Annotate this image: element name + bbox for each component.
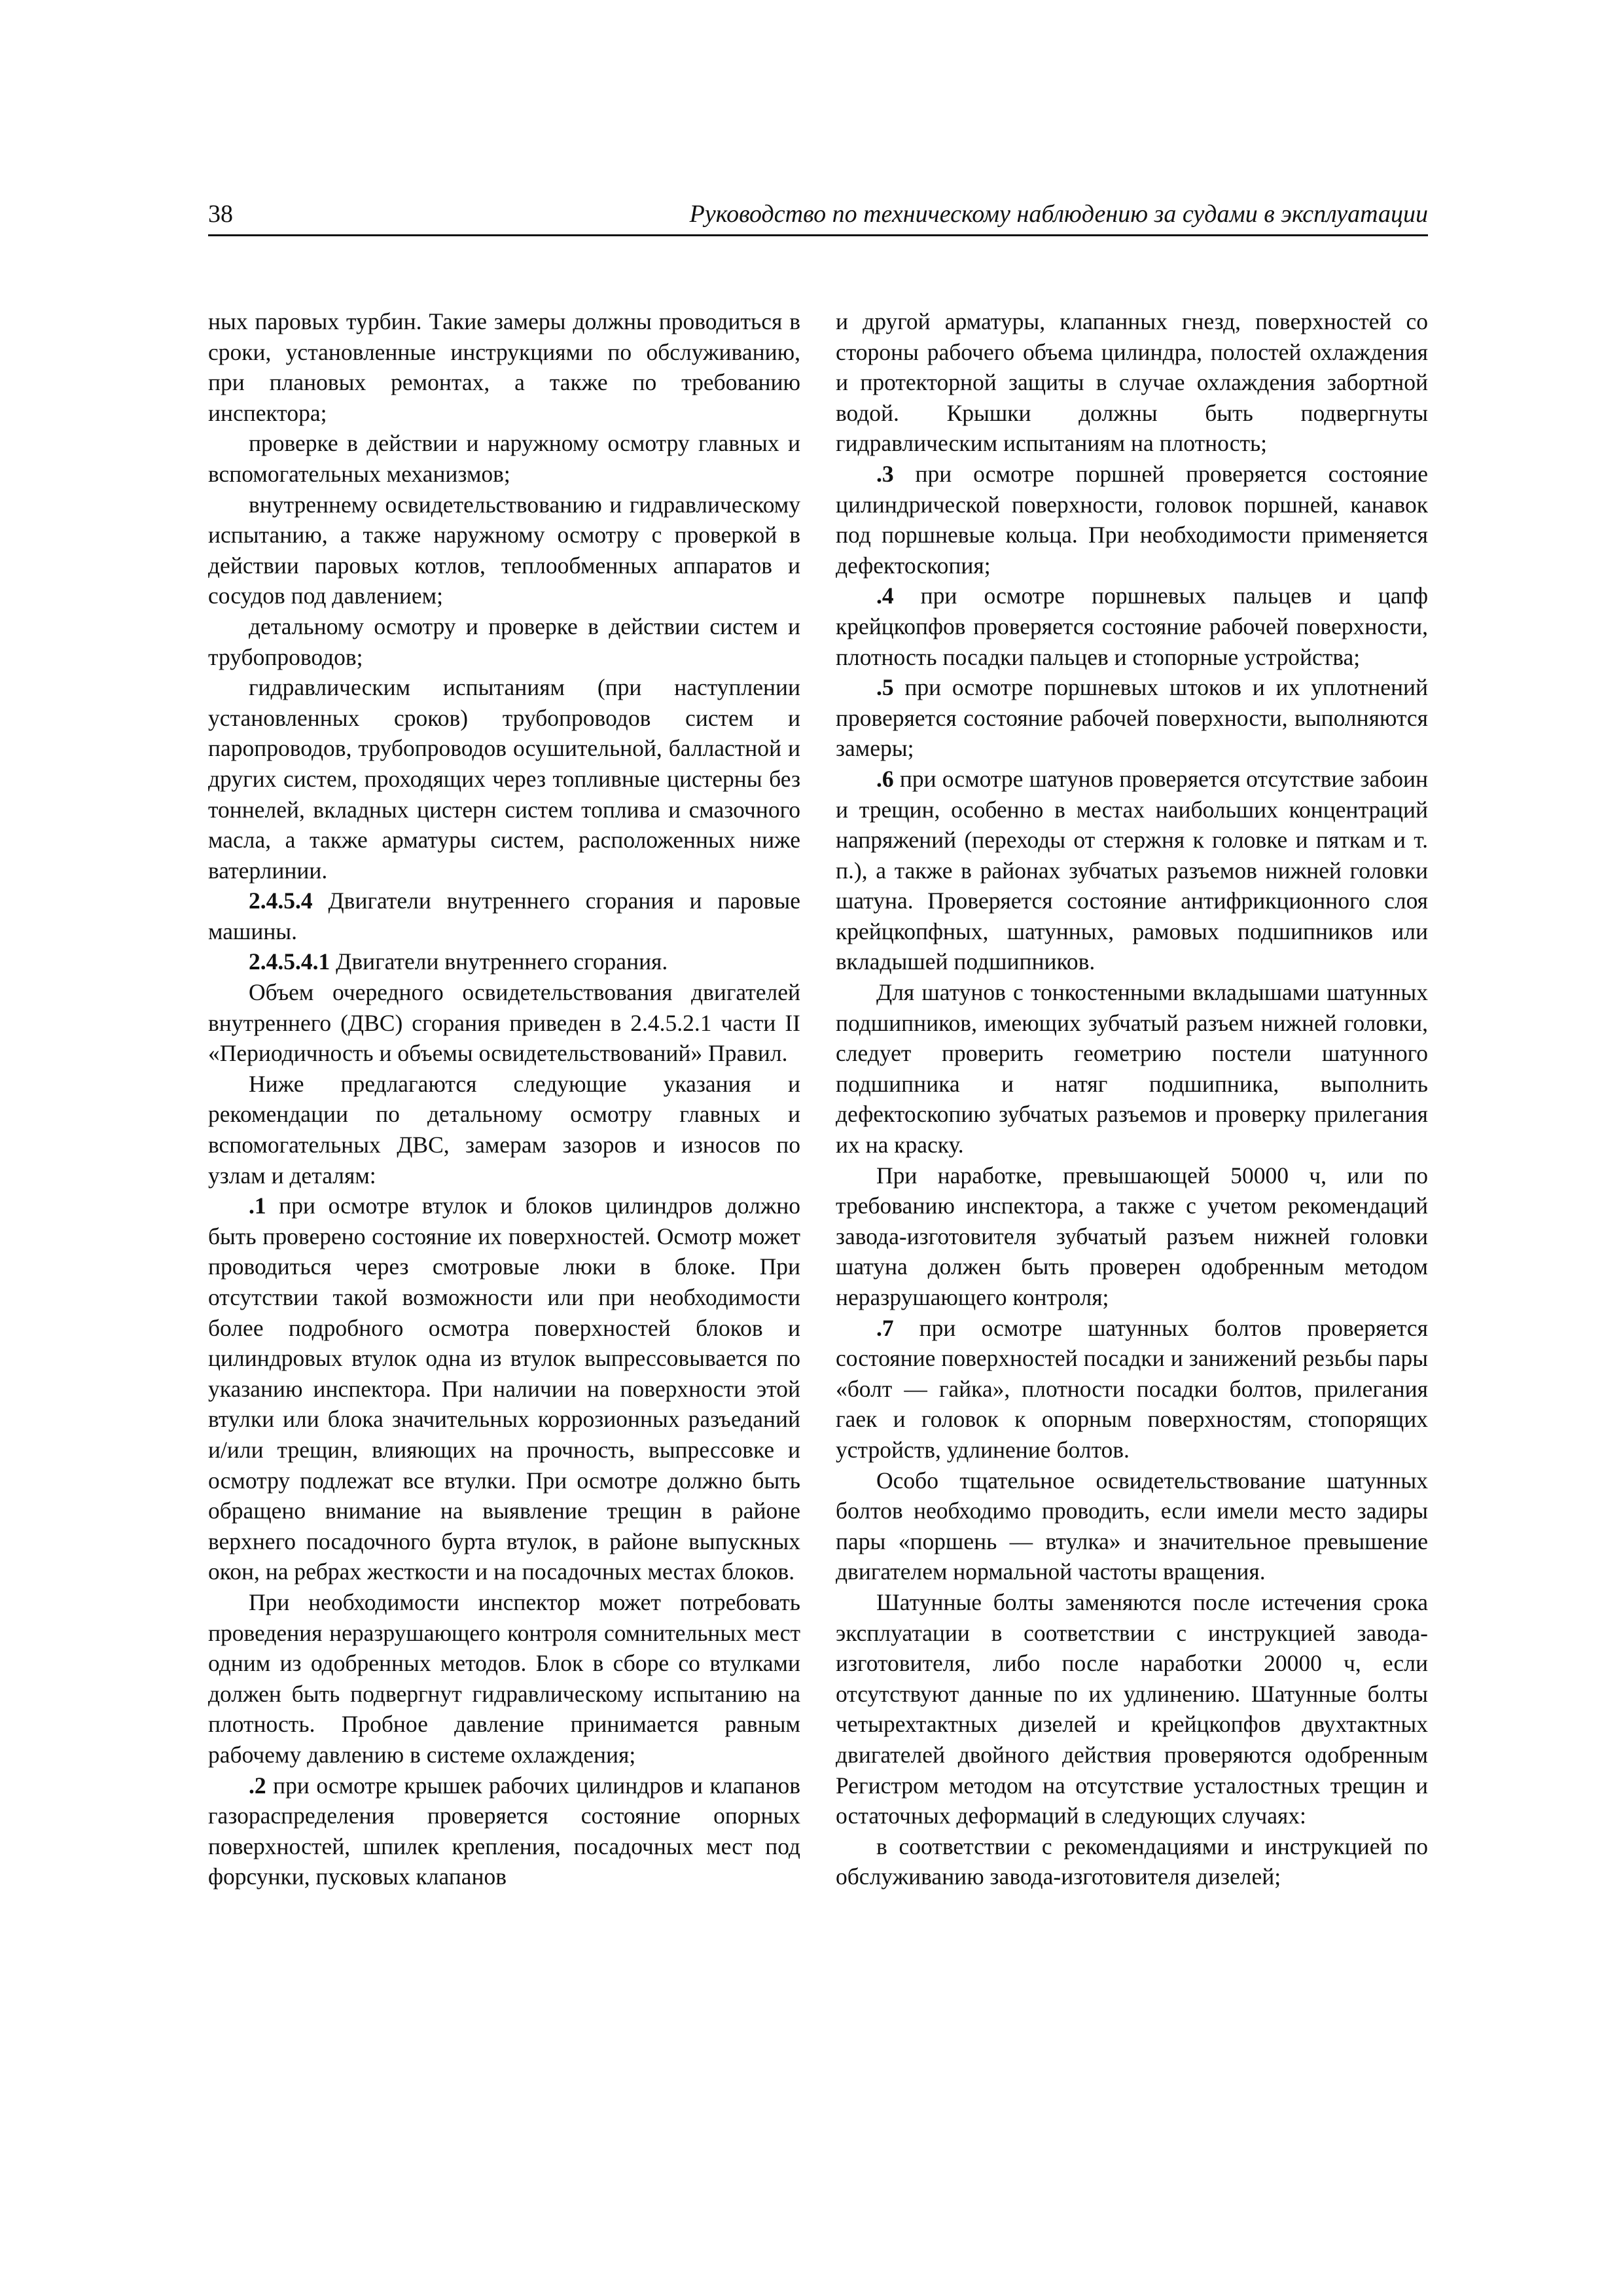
section-heading: 2.4.5.4 Двигатели внутреннего сгорания и паровые машины. [208, 888, 800, 944]
item-number: .6 [876, 765, 894, 792]
paragraph: При наработке, превышающей 50000 ч, или по требованию инспектора, а также с учетом рекомендаций завода-изготовителя зубчатый разъем нижней головки шатуна должен быть проверен одобренным методом неразрушающего контроля; [836, 1162, 1428, 1310]
page-number: 38 [208, 200, 233, 228]
paragraph: проверке в действии и наружному осмотру главных и вспомогательных механизмов; [208, 430, 800, 487]
section-number: 2.4.5.4.1 [249, 948, 330, 975]
paragraph: гидравлическим испытаниям (при наступлении установленных сроков) трубопроводов систем и паропроводов, трубопроводов осушительной, балластной и других систем, проходящих через топливные цистерны без тоннелей, вкладных цистерн систем топлива и смазочного масла, а также арматуры систем, расположенных ниже ватерлинии. [208, 674, 800, 884]
item-number: .3 [876, 460, 894, 487]
item-number: .5 [876, 674, 894, 701]
item-number: .2 [249, 1772, 266, 1799]
list-item: .4 при осмотре поршневых пальцев и цапф крейцкопфов проверяется состояние рабочей поверхности, плотность посадки пальцев и стопорные устройства; [836, 583, 1428, 670]
list-item: .5 при осмотре поршневых штоков и их уплотнений проверяется состояние рабочей поверхности, выполняются замеры; [836, 674, 1428, 762]
paragraph: Объем очередного освидетельствования двигателей внутреннего (ДВС) сгорания приведен в 2.4.5.2.1 части II «Периодичность и объемы освидетельствований» Правил. [208, 979, 800, 1067]
item-number: .7 [876, 1314, 894, 1341]
list-item: .1 при осмотре втулок и блоков цилиндров должно быть проверено состояние их поверхностей. Осмотр может проводиться через смотровые люки в блоке. При отсутствии такой возможности или при необходимости более подробного осмотра поверхностей блоков и цилиндровых втулок одна из втулок выпрессовывается по указанию инспектора. При наличии на поверхности этой втулки или блока значительных коррозионных разъеданий и/или трещин, влияющих на прочность, выпрессовке и осмотру подлежат все втулки. При осмотре должно быть обращено внимание на выявление трещин в районе верхнего посадочного бурта втулок, в районе выпускных окон, на ребрах жесткости и на посадочных местах блоков. [208, 1193, 800, 1585]
paragraph: ных паровых турбин. Такие замеры должны проводиться в сроки, установленные инструкциями по обслуживанию, при плановых ремонтах, а также по требованию инспектора; [208, 308, 800, 426]
list-item: .3 при осмотре поршней проверяется состояние цилиндрической поверхности, головок поршней, канавок под поршневые кольца. При необходимости применяется дефектоскопия; [836, 460, 1428, 579]
running-title: Руководство по техническому наблюдению за судами в эксплуатации [689, 200, 1428, 228]
paragraph: Ниже предлагаются следующие указания и рекомендации по детальному осмотру главных и вспомогательных ДВС, замерам зазоров и износов по узлам и деталям: [208, 1070, 800, 1189]
paragraph: При необходимости инспектор может потребовать проведения неразрушающего контроля сомнительных мест одним из одобренных методов. Блок в сборе со втулками должен быть подвергнут гидравлическому испытанию на плотность. Пробное давление принимается равным рабочему давлению в системе охлаждения; [208, 1588, 800, 1768]
section-number: 2.4.5.4 [249, 888, 313, 914]
list-item: .6 при осмотре шатунов проверяется отсутствие забоин и трещин, особенно в местах наибольших концентраций напряжений (переходы от стержня к головке и пяткам и т. п.), а также в районах зубчатых разъемов нижней головки шатуна. Проверяется состояние антифрикционного слоя крейцкопфных, шатунных, рамовых подшипников или вкладышей подшипников. [836, 765, 1428, 975]
item-number: .4 [876, 583, 894, 609]
paragraph: и другой арматуры, клапанных гнезд, поверхностей со стороны рабочего объема цилиндра, полостей охлаждения и протекторной защиты в случае охлаждения забортной водой. Крышки должны быть подвергнуты гидравлическим испытаниям на плотность; [836, 308, 1428, 457]
subsection-heading: 2.4.5.4.1 Двигатели внутреннего сгорания. [249, 948, 668, 975]
paragraph: Особо тщательное освидетельствование шатунных болтов необходимо проводить, если имели место задиры пары «поршень — втулка» и значительное превышение двигателем нормальной частоты вращения. [836, 1467, 1428, 1585]
item-number: .1 [249, 1193, 266, 1219]
list-item: .7 при осмотре шатунных болтов проверяется состояние поверхностей посадки и занижений резьбы пары «болт — гайка», плотности посадки болтов, прилегания гаек и головок к опорным поверхностям, стопорящих устройств, удлинение болтов. [836, 1314, 1428, 1463]
list-item: .2 при осмотре крышек рабочих цилиндров и клапанов газораспределения проверяется состояние опорных поверхностей, шпилек крепления, посадочных мест под форсунки, пусковых клапанов [208, 1772, 800, 1890]
paragraph: Для шатунов с тонкостенными вкладышами шатунных подшипников, имеющих зубчатый разъем нижней головки, следует проверить геометрию постели шатунного подшипника и натяг подшипника, выполнить дефектоскопию зубчатых разъемов и проверку прилегания их на краску. [836, 979, 1428, 1158]
paragraph: Шатунные болты заменяются после истечения срока эксплуатации в соответствии с инструкцией завода-изготовителя, либо после наработки 20000 ч, если отсутствуют данные по их удлинению. Шатунные болты четырехтактных дизелей и крейцкопфов двухтактных двигателей двойного действия проверяются одобренным Регистром методом на отсутствие усталостных трещин и остаточных деформаций в следующих случаях: [836, 1588, 1428, 1829]
paragraph: в соответствии с рекомендациями и инструкцией по обслуживанию завода-изготовителя дизелей; [836, 1833, 1428, 1890]
left-column [208, 306, 800, 1892]
paragraph: детальному осмотру и проверке в действии систем и трубопроводов; [208, 613, 800, 670]
paragraph: внутреннему освидетельствованию и гидравлическому испытанию, а также наружному осмотру с проверкой в действии паровых котлов, теплообменных аппаратов и сосудов под давлением; [208, 491, 800, 609]
right-column [836, 306, 1428, 1892]
page-header [208, 196, 1428, 236]
